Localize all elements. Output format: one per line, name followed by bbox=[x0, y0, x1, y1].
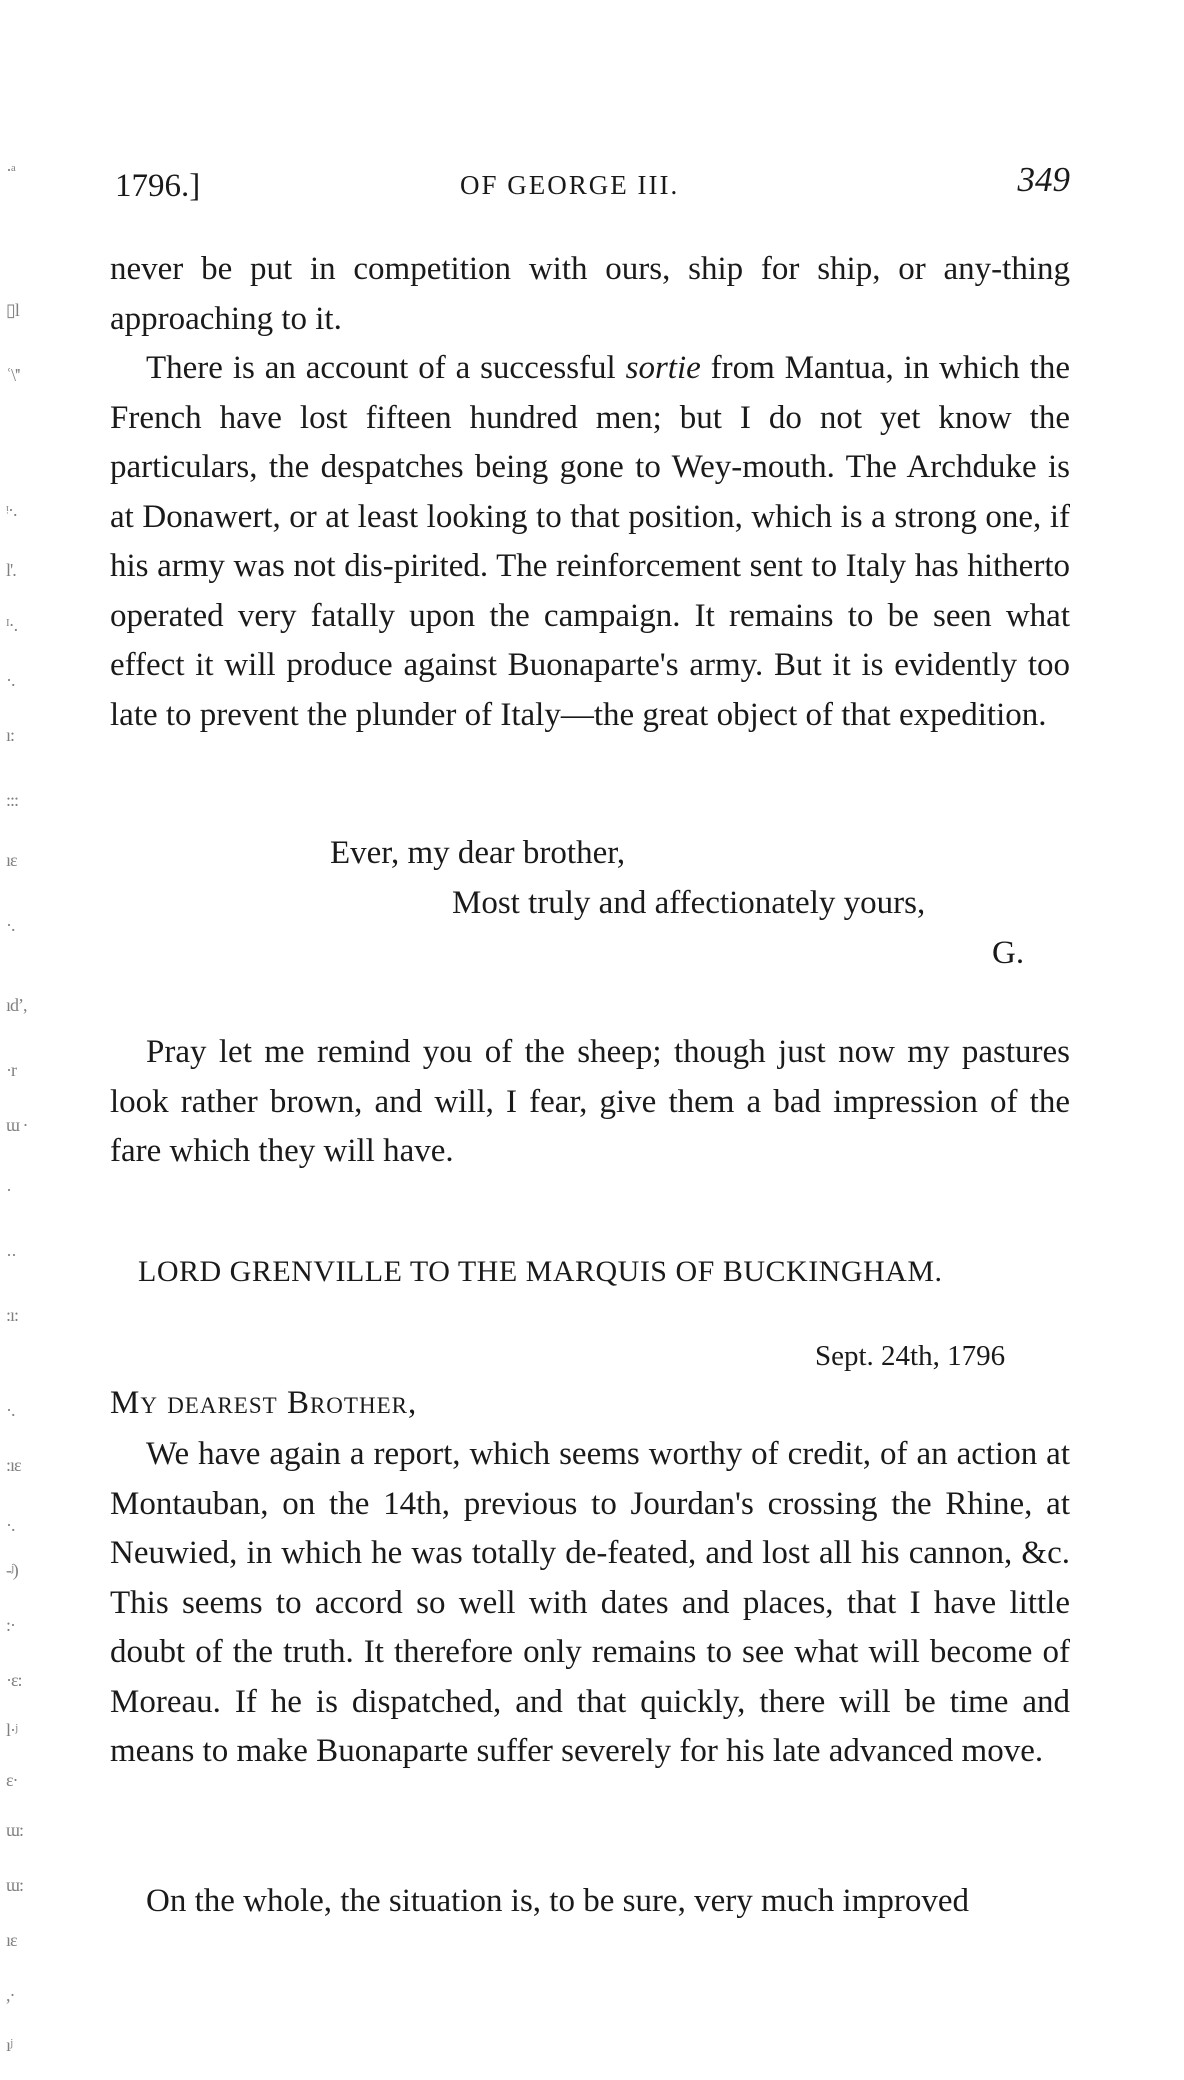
margin-bleed-marks: ·ᵃ ▯l ʿ\'' ᵎ·. l'. ᴵ·. ·. ı: ::: ıɛ ·. ıdʼ, ·r ɯ · · ·· :ı: ·. :ıɛ ·. -ʲ) :· ·ɛ: l·ʲ ɛ· ɯ: ɯ: ıɛ ,· ıʲ bbox=[6, 160, 28, 2055]
letter-heading: LORD GRENVILLE TO THE MARQUIS OF BUCKINGHAM. bbox=[138, 1255, 943, 1288]
letter-body: We have again a report, which seems worthy of credit, of an action at Montauban, on the 14th, previous to Jourdan's crossing the Rhine, at Neuwied, in which he was totally de-feated, and lost all his cannon, &c. This seems to accord so well with dates and places, that I have little doubt of the truth. It therefore only remains to see what will become of Moreau. If he is dispatched, and that quickly, there will be time and means to make Buonaparte suffer severely for his late advanced move. bbox=[110, 1436, 1070, 1769]
closing-line-2: Most truly and affectionately yours, bbox=[452, 885, 926, 921]
sortie-text-after: from Mantua, in which the French have lost fifteen hundred men; but I do not yet know the particulars, the despatches being gone to Wey-mouth. The Archduke is at Donawert, or at least looking to that position, which is a strong one, if his army was not dis-pirited. The reinforcement sent to Italy has hitherto operated very fatally upon the campaign. It remains to be seen what effect it will produce against Buonaparte's army. But it is evidently too late to prevent the plunder of Italy—the great object of that expedition. bbox=[110, 350, 1070, 733]
running-head-title: OF GEORGE III. bbox=[460, 170, 680, 200]
sortie-text-before: There is an account of a successful bbox=[146, 350, 626, 386]
letter-body-block bbox=[110, 1430, 1070, 1777]
paragraph-sortie bbox=[110, 344, 1070, 740]
closing-line-1: Ever, my dear brother, bbox=[330, 835, 626, 871]
letter-date: Sept. 24th, 1796 bbox=[815, 1340, 1006, 1372]
letter-last-line-block bbox=[110, 1877, 1070, 1927]
sortie-italic-word: sortie bbox=[625, 350, 701, 386]
signature: G. bbox=[992, 935, 1025, 971]
postscript-block bbox=[110, 1028, 1070, 1177]
running-head-year: 1796.] bbox=[115, 168, 201, 204]
page-number: 349 bbox=[1017, 160, 1070, 199]
continued-letter-text bbox=[110, 245, 1070, 740]
salutation: My dearest Brother, bbox=[110, 1385, 418, 1421]
running-head bbox=[115, 160, 1070, 210]
postscript: Pray let me remind you of the sheep; though just now my pastures look rather brown, and will, I fear, give them a bad impression of the fare which they will have. bbox=[110, 1034, 1070, 1169]
letter-last-line: On the whole, the situation is, to be sure, very much improved bbox=[146, 1883, 970, 1919]
paragraph-continuation: never be put in competition with ours, ship for ship, or any-thing approaching to it. bbox=[110, 251, 1070, 337]
